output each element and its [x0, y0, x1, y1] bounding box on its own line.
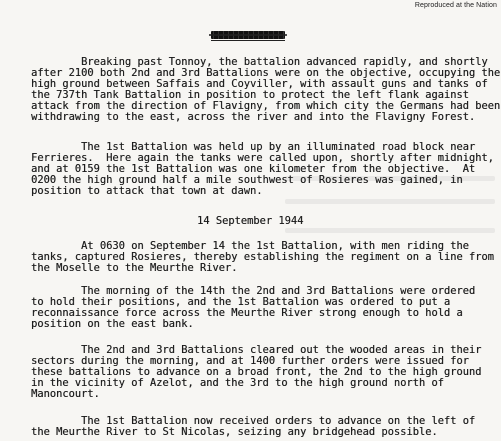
paragraph-1-line-6: withdrawing to the east, across the river and into the Flavigny Forest. [31, 111, 476, 123]
paragraph-6-line-1: The 1st Battalion now received orders to advance on the left of [31, 415, 476, 427]
paragraph-3-line-3: the Moselle to the Meurthe River. [31, 262, 238, 274]
paragraph-1-line-4: the 737th Tank Battalion in position to protect the left flank against [31, 89, 469, 101]
bleed-through-shadow [285, 199, 495, 204]
paragraph-5-line-2: sectors during the morning, and at 1400 further orders were issued for [31, 355, 469, 367]
paragraph-4-line-1: The morning of the 14th the 2nd and 3rd Battalions were ordered [31, 285, 476, 297]
paragraph-5-line-4: in the vicinity of Azelot, and the 3rd to the high ground north of [31, 377, 444, 389]
struck-out-heading [211, 31, 285, 39]
paragraph-5-line-5: Manoncourt. [31, 388, 100, 400]
paragraph-1-line-3: high ground between Saffais and Coyviller, with assault guns and tanks of [31, 78, 488, 90]
paragraph-2-line-5: position to attack that town at dawn. [31, 185, 263, 197]
paragraph-1-line-5: attack from the direction of Flavigny, from which city the Germans had been [31, 100, 501, 112]
paragraph-1-line-2: after 2100 both 2nd and 3rd Battalions were on the objective, occupying the [31, 67, 501, 79]
paragraph-5-line-1: The 2nd and 3rd Battalions cleared out the wooded areas in their [31, 344, 482, 356]
paragraph-1-line-1: Breaking past Tonnoy, the battalion advanced rapidly, and shortly [31, 56, 488, 68]
paragraph-2-line-4: 0200 the high ground half a mile southwest of Rosieres was gained, in [31, 174, 463, 186]
paragraph-3-line-1: At 0630 on September 14 the 1st Battalion, with men riding the [31, 240, 469, 252]
bleed-through-shadow [285, 228, 495, 233]
bleed-through-shadow [285, 176, 495, 181]
paragraph-3-line-2: tanks, captured Rosieres, thereby establishing the regiment on a line from [31, 251, 494, 263]
paragraph-4-line-4: position on the east bank. [31, 318, 194, 330]
paragraph-2-line-3: and at 0159 the 1st Battalion was one kilometer from the objective. At [31, 163, 476, 175]
date-heading: 14 September 1944 [197, 215, 304, 227]
paragraph-6-line-2: the Meurthe River to St Nicolas, seizing any bridgehead possible. [31, 426, 438, 438]
paragraph-5-line-3: these battalions to advance on a broad front, the 2nd to the high ground [31, 366, 482, 378]
paragraph-2-line-2: Ferrieres. Here again the tanks were called upon, shortly after midnight, [31, 152, 494, 164]
reproduction-notice: Reproduced at the Nation [414, 2, 497, 9]
paragraph-2-line-1: The 1st Battalion was held up by an illuminated road block near [31, 141, 476, 153]
paragraph-4-line-3: reconnaissance force across the Meurthe River strong enough to hold a [31, 307, 463, 319]
paragraph-4-line-2: to hold their positions, and the 1st Battalion was ordered to put a [31, 296, 451, 308]
